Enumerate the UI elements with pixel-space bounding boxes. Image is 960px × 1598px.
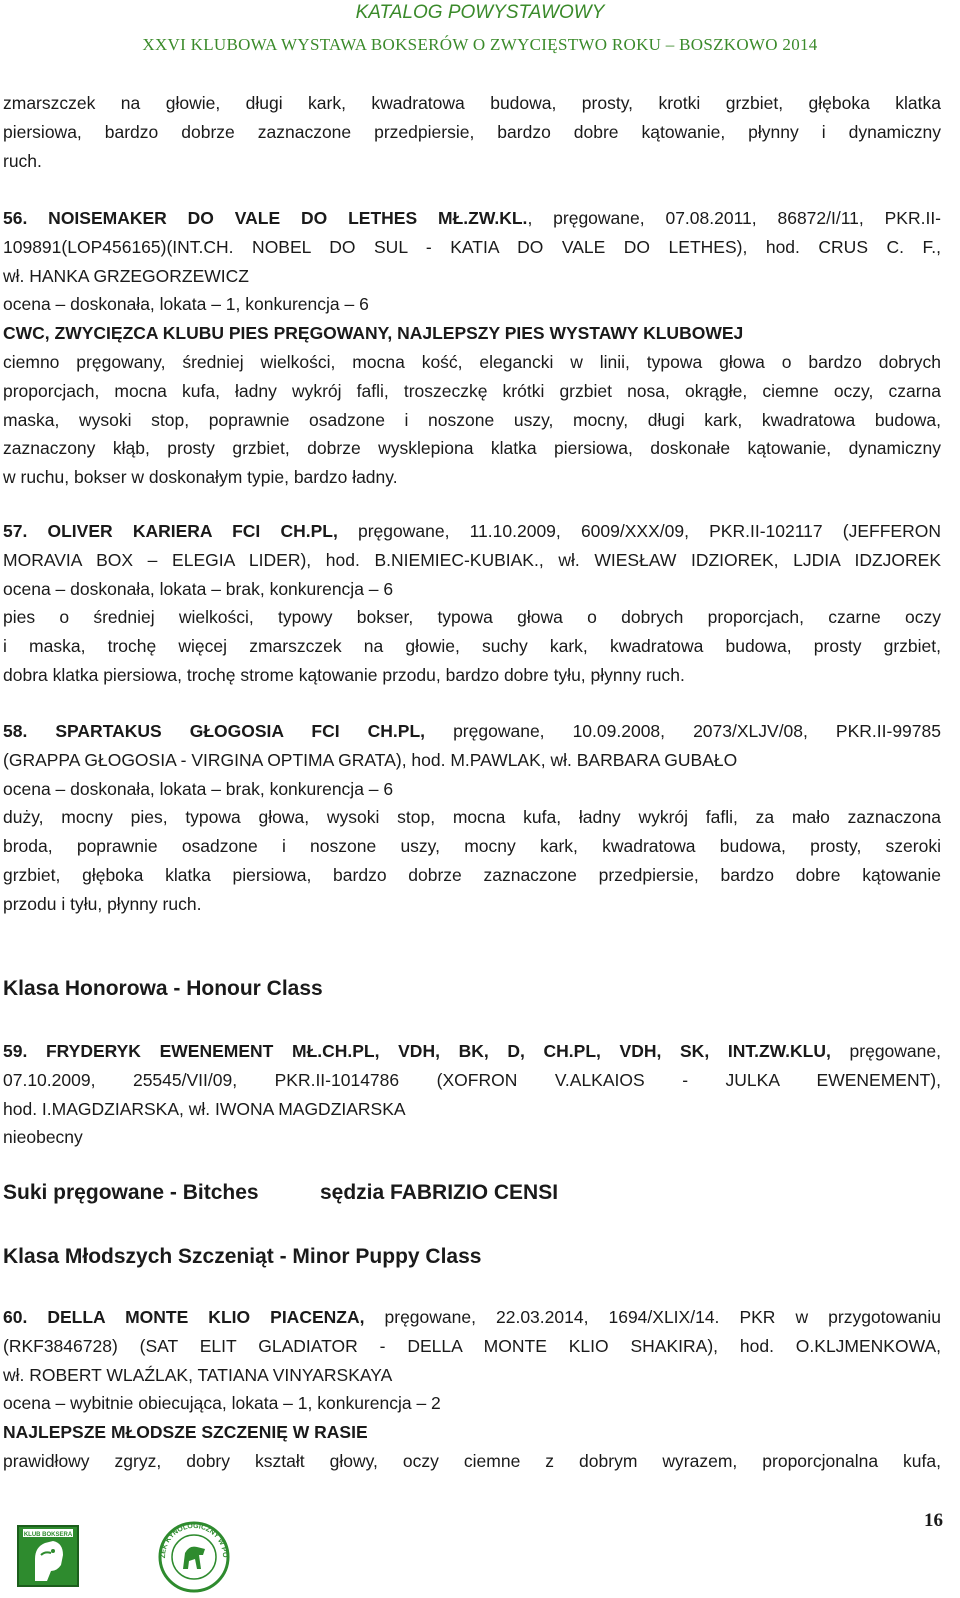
text-line: MORAVIA BOX – ELEGIA LIDER), hod. B.NIEMIEC-KUBIAK., wł. WIESŁAW IDZIOREK, LJDIA IDZJOREK (3, 549, 941, 570)
text-line: zaznaczony kłąb, prosty grzbiet, dobrze wysklepiona klatka piersiowa, doskonałe kątowanie, dynamiczny (3, 438, 941, 459)
text-line: 07.10.2009, 25545/VII/09, PKR.II-1014786 (XOFRON V.ALKAIOS - JULKA EWENEMENT), (3, 1069, 941, 1090)
judge-name: sędzia FABRIZIO CENSI (320, 1181, 559, 1204)
text-line: dobra klatka piersiowa, trochę strome kątowanie przodu, bardzo dobre tyłu, płynny ruch. (3, 664, 685, 685)
text-line: (GRAPPA GŁOGOSIA - VIRGINA OPTIMA GRATA), hod. M.PAWLAK, wł. BARBARA GUBAŁO (3, 749, 738, 770)
text-line: grzbiet, głęboka klatka piersiowa, bardzo dobrze zaznaczone przedpiersie, bardzo dobre kątowanie (3, 864, 941, 885)
dog-name: 60. DELLA MONTE KLIO PIACENZA, (3, 1307, 365, 1327)
text-line: (RKF3846728) (SAT ELIT GLADIATOR - DELLA MONTE KLIO SHAKIRA), hod. O.KLJMENKOWA, (3, 1335, 941, 1356)
entry-header-line (3, 1303, 941, 1332)
section-heading-minor-puppy: Klasa Młodszych Szczeniąt - Minor Puppy Class (3, 1245, 482, 1268)
svg-text:ZWIĄZEK KYNOLOGICZNY W POLSCE: ZEK KYNOLOGICZNY W PO (159, 1522, 229, 1559)
entry-header-line (3, 1037, 941, 1066)
boxer-club-logo (17, 1525, 79, 1587)
entry-header-line (3, 717, 941, 746)
text-line: wł. HANKA GRZEGORZEWICZ (3, 265, 249, 286)
zkwp-logo (155, 1517, 233, 1593)
dog-details: pręgowane, 10.09.2008, 2073/XLJV/08, PKR.II-99785 (425, 721, 941, 741)
text-line: zmarszczek na głowie, długi kark, kwadratowa budowa, prosty, krotki grzbiet, głęboka klatka (3, 93, 941, 113)
show-title: XXVI KLUBOWA WYSTAWA BOKSERÓW O ZWYCIĘSTWO ROKU – BOSZKOWO 2014 (142, 35, 818, 54)
entry-56 (3, 204, 941, 492)
award-title: NAJLEPSZE MŁODSZE SZCZENIĘ W RASIE (3, 1422, 368, 1443)
text-line: 109891(LOP456165)(INT.CH. NOBEL DO SUL - KATIA DO VALE DO LETHES), hod. CRUS C. F., (3, 236, 941, 257)
award-title: CWC, ZWYCIĘZCA KLUBU PIES PRĘGOWANY, NAJLEPSZY PIES WYSTAWY KLUBOWEJ (3, 323, 744, 344)
text-line: maska, wysoki stop, poprawnie osadzone i noszone uszy, mocny, długi kark, kwadratowa budowa, (3, 409, 941, 430)
text-line: pies o średniej wielkości, typowy bokser, typowa głowa o dobrych proporcjach, czarne oczy (3, 607, 941, 628)
text-line: ruch. (3, 150, 42, 171)
rating: ocena – doskonała, lokata – 1, konkurencja – 6 (3, 294, 369, 315)
dog-name: 59. FRYDERYK EWENEMENT MŁ.CH.PL, VDH, BK, D, CH.PL, VDH, SK, INT.ZW.KLU, (3, 1041, 831, 1061)
svg-text:KLUB BOKSERA: KLUB BOKSERA (23, 1532, 73, 1538)
entry-57 (3, 517, 941, 690)
text-line: prawidłowy zgryz, dobry kształt głowy, oczy ciemne z dobrym wyrazem, proporcjonalna kufa, (3, 1450, 941, 1471)
text-line: ciemno pręgowany, średniej wielkości, mocna kość, elegancki w linii, typowa głowa o bardzo dobrych (3, 351, 941, 372)
section-heading-honour: Klasa Honorowa - Honour Class (3, 977, 323, 1000)
dog-details: pręgowane, 11.10.2009, 6009/XXX/09, PKR.II-102117 (JEFFERON (337, 521, 941, 541)
entry-59 (3, 1037, 941, 1152)
dog-details: , pręgowane, 07.08.2011, 86872/I/11, PKR.II- (527, 208, 942, 228)
rating: ocena – wybitnie obiecująca, lokata – 1, konkurencja – 2 (3, 1393, 441, 1414)
text-line: w ruchu, bokser w doskonałym typie, bardzo ładny. (3, 467, 398, 488)
dog-name: 56. NOISEMAKER DO VALE DO LETHES MŁ.ZW.KL. (3, 208, 528, 228)
status: nieobecny (3, 1127, 83, 1148)
entry-header-line (3, 204, 941, 233)
dog-name: 58. SPARTAKUS GŁOGOSIA FCI CH.PL, (3, 721, 426, 741)
text-line: przodu i tyłu, płynny ruch. (3, 893, 202, 914)
section-heading-bitches: Suki pręgowane - Bitches (3, 1181, 259, 1204)
catalog-title: KATALOG POWYSTAWOWY (355, 2, 605, 23)
entry-58 (3, 717, 941, 919)
text-line: hod. I.MAGDZIARSKA, wł. IWONA MAGDZIARSKA (3, 1098, 406, 1119)
text-line: duży, mocny pies, typowa głowa, wysoki stop, mocna kufa, ładny wykrój fafli, za mało zaznaczona (3, 807, 941, 828)
entry-60 (3, 1303, 941, 1476)
intro-paragraph (3, 89, 941, 175)
entry-header-line (3, 517, 941, 546)
dog-details: pręgowane, 22.03.2014, 1694/XLIX/14. PKR w przygotowaniu (364, 1307, 941, 1327)
rating: ocena – doskonała, lokata – brak, konkurencja – 6 (3, 778, 394, 799)
page-number: 16 (924, 1510, 943, 1531)
text-line: broda, poprawnie osadzone i noszone uszy, mocny kark, kwadratowa budowa, prosty, szeroki (3, 836, 941, 857)
text-line: piersiowa, bardzo dobrze zaznaczone przedpiersie, bardzo dobre kątowanie, płynny i dynamiczny (3, 121, 941, 142)
rating: ocena – doskonała, lokata – brak, konkurencja – 6 (3, 578, 394, 599)
dog-details: pręgowane, (830, 1041, 941, 1061)
text-line: i maska, trochę więcej zmarszczek na głowie, suchy kark, kwadratowa budowa, prosty grzbiet, (3, 636, 941, 657)
text-line: proporcjach, mocna kufa, ładny wykrój fafli, troszeczkę krótki grzbiet nosa, okrągłe, ciemne oczy, czarna (3, 380, 941, 401)
dog-name: 57. OLIVER KARIERA FCI CH.PL, (3, 521, 338, 541)
text-line: wł. ROBERT WLAŹLAK, TATIANA VINYARSKAYA (3, 1364, 393, 1385)
